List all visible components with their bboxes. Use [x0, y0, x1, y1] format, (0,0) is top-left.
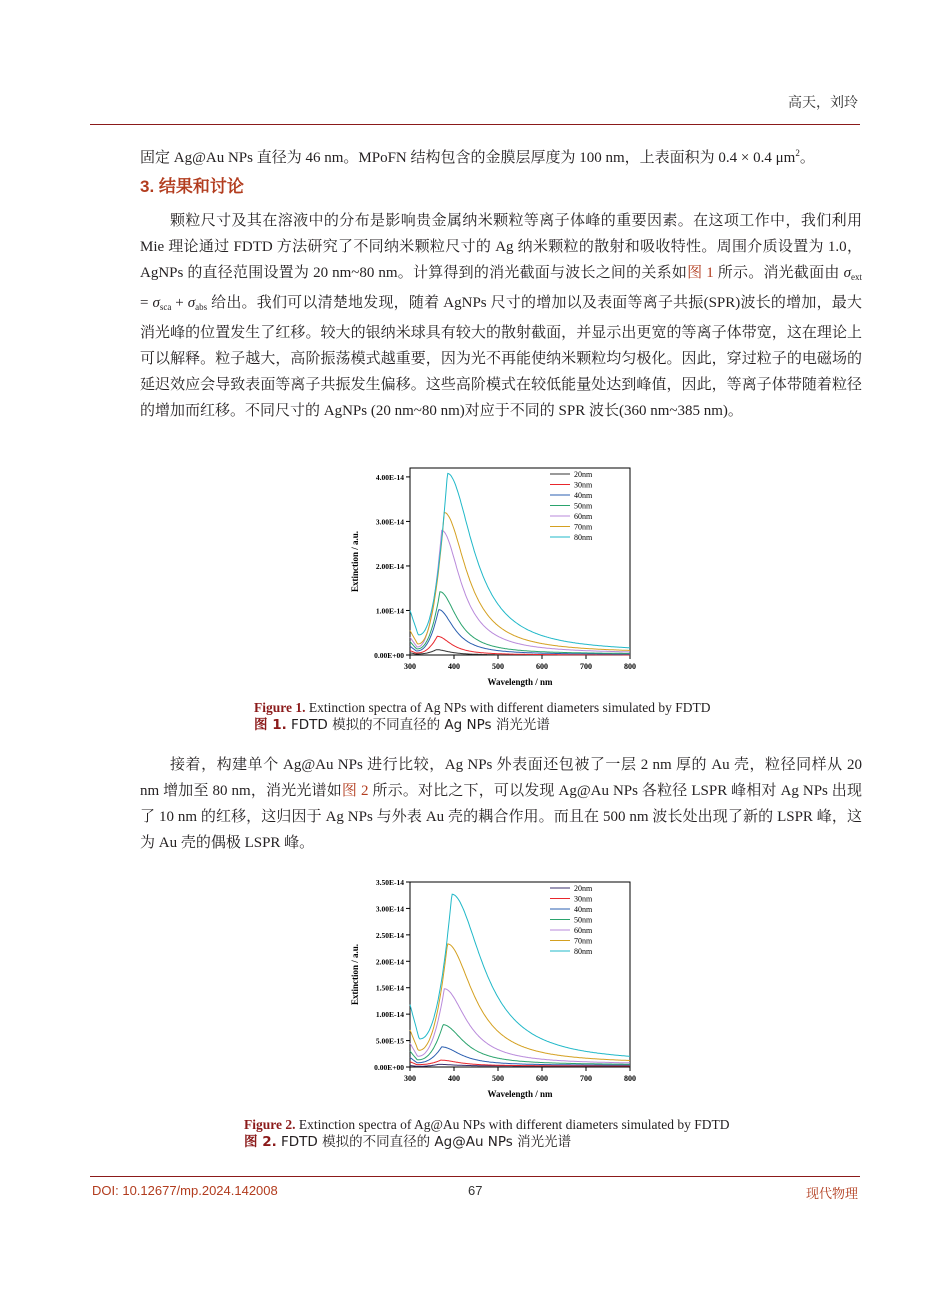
x-tick-label: 400: [448, 1074, 460, 1083]
x-tick-label: 300: [404, 662, 416, 671]
x-tick-label: 400: [448, 662, 460, 671]
series-line-50nm: [410, 1025, 630, 1065]
legend-label-20nm: 20nm: [574, 884, 593, 893]
figure-2-label-zh: 图 2.: [244, 1134, 277, 1150]
y-tick-label: 2.00E-14: [375, 957, 404, 967]
series-line-70nm: [410, 944, 630, 1061]
figure-1-label: Figure 1.: [254, 700, 306, 715]
legend-label-70nm: 70nm: [574, 936, 593, 946]
figure-1-caption: [254, 699, 711, 734]
y-tick-label: 3.50E-14: [375, 878, 404, 887]
y-tick-label: 2.00E-14: [375, 561, 404, 571]
legend-label-40nm: 40nm: [574, 491, 593, 500]
intro-end: 。: [799, 150, 815, 166]
figure-2-chart: [340, 870, 670, 1108]
y-tick-label: 3.00E-14: [375, 517, 404, 527]
figure-1-caption-en: Extinction spectra of Ag NPs with different diameters simulated by FDTD: [305, 700, 711, 715]
figure-1-label-zh: 图 1.: [254, 717, 287, 733]
plot-frame: [410, 468, 630, 655]
footer-journal: 现代物理: [805, 1186, 858, 1201]
figure-1-link[interactable]: 图 1: [687, 265, 714, 281]
para1-text-a: 颗粒尺寸及其在溶液中的分布是影响贵金属纳米颗粒等离子体峰的重要因素。在这项工作中，我们利用 Mie 理论通过 FDTD 方法研究了不同纳米颗粒尺寸的 Ag 纳米颗粒的散射和吸收特性。周围介质设置为 1.0，AgNPs 的直径范围设置为 20 nm~80 nm。计算得到的消光截面与波长之间的关系如: [140, 213, 862, 281]
series-line-60nm: [410, 530, 630, 652]
x-tick-label: 700: [580, 662, 592, 671]
paragraph-1: [140, 208, 862, 424]
figure-2-caption-zh: FDTD 模拟的不同直径的 Ag@Au NPs 消光光谱: [276, 1134, 572, 1150]
x-tick-label: 300: [404, 1074, 416, 1083]
y-tick-label: 5.00E-15: [375, 1036, 404, 1046]
y-tick-label: 3.00E-14: [375, 904, 404, 914]
footer-doi[interactable]: DOI: 10.12677/mp.2024.142008: [92, 1183, 278, 1198]
x-tick-label: 500: [492, 662, 504, 671]
y-tick-label: 1.00E-14: [375, 606, 404, 616]
legend-label-60nm: 60nm: [574, 512, 593, 521]
series-line-80nm: [410, 473, 630, 647]
legend-label-30nm: 30nm: [574, 894, 593, 904]
para1-text-c: 给出。我们可以清楚地发现，随着 AgNPs 尺寸的增加以及表面等离子共振(SPR)波长的增加，最大消光峰的位置发生了红移。较大的银纳米球具有较大的散射截面，并显示出更宽的等离子体带宽，这在理论上可以解释。粒子越大，高阶振荡模式越重要，因为光不再能使纳米颗粒均匀极化。因此，穿过粒子的电磁场的延迟效应会导致表面等离子共振发生偏移。这些高阶模式在较低能量处达到峰值，因此，等离子体带随着粒径的增加而红移。不同尺寸的 AgNPs (20 nm~80 nm)对应于不同的 SPR 波长(360 nm~385 nm)。: [140, 295, 862, 419]
figure-2-caption: [244, 1116, 729, 1151]
y-tick-label: 1.00E-14: [375, 1010, 404, 1020]
legend-label-60nm: 60nm: [574, 926, 593, 935]
paragraph-2: [140, 752, 862, 856]
legend-label-80nm: 80nm: [574, 947, 593, 956]
series-line-70nm: [410, 513, 630, 651]
footer-divider: [90, 1176, 860, 1177]
figure-1-chart: [340, 460, 670, 692]
x-tick-label: 500: [492, 1074, 504, 1083]
para2-text-a: 接着，构建单个 Ag@Au NPs 进行比较，Ag NPs 外表面还包被了一层 2 nm 厚的 Au 壳，粒径同样从 20 nm 增加至 80 nm，消光光谱如: [140, 757, 862, 799]
x-tick-label: 600: [536, 662, 548, 671]
series-line-40nm: [410, 610, 630, 655]
x-axis-label: Wavelength / nm: [487, 1089, 553, 1099]
x-tick-label: 600: [536, 1074, 548, 1083]
y-tick-label: 4.00E-14: [375, 472, 404, 482]
para1-text-b: 所示。消光截面由: [713, 265, 844, 281]
figure-2-caption-en: Extinction spectra of Ag@Au NPs with different diameters simulated by FDTD: [295, 1117, 730, 1132]
intro-superscript: 2: [795, 148, 800, 158]
figure-1-caption-zh: FDTD 模拟的不同直径的 Ag NPs 消光光谱: [286, 717, 550, 733]
legend-label-30nm: 30nm: [574, 480, 593, 490]
section-heading: 3. 结果和讨论: [140, 177, 244, 196]
y-tick-label: 1.50E-14: [375, 983, 404, 993]
figure-2-link[interactable]: 图 2: [341, 783, 369, 799]
x-tick-label: 800: [624, 662, 636, 671]
legend-label-70nm: 70nm: [574, 522, 593, 532]
x-axis-label: Wavelength / nm: [487, 677, 553, 687]
legend-label-50nm: 50nm: [574, 501, 593, 511]
equation: $\sigma_{ext} = \sigma_{sca} + \sigma_{abs}$: [140, 265, 862, 312]
legend-label-50nm: 50nm: [574, 915, 593, 925]
para2-text-b: 所示。对比之下，可以发现 Ag@Au NPs 各粒径 LSPR 峰相对 Ag NPs 出现了 10 nm 的红移，这归因于 Ag NPs 与外表 Au 壳的耦合作用。而且在 500 nm 波长处出现了新的 LSPR 峰，这为 Au 壳的偶极 LSPR 峰。: [140, 783, 862, 851]
y-tick-label: 0.00E+00: [374, 651, 404, 660]
x-tick-label: 700: [580, 1074, 592, 1083]
header-divider: [90, 124, 860, 125]
x-tick-label: 800: [624, 1074, 636, 1083]
running-header-authors: 高天，刘玲: [788, 96, 858, 111]
intro-paragraph: [140, 140, 862, 171]
intro-text: 固定 Ag@Au NPs 直径为 46 nm。MPoFN 结构包含的金膜层厚度为 100 nm，上表面积为 0.4 × 0.4 μm: [140, 150, 796, 166]
legend-label-40nm: 40nm: [574, 905, 593, 914]
y-tick-label: 2.50E-14: [375, 930, 404, 940]
y-axis-label: Extinction / a.u.: [350, 943, 360, 1006]
y-axis-label: Extinction / a.u.: [350, 530, 360, 593]
legend-label-80nm: 80nm: [574, 533, 593, 542]
y-tick-label: 0.00E+00: [374, 1063, 404, 1072]
footer-page-number: 67: [468, 1183, 483, 1198]
figure-2-label: Figure 2.: [244, 1117, 296, 1132]
legend-label-20nm: 20nm: [574, 470, 593, 479]
